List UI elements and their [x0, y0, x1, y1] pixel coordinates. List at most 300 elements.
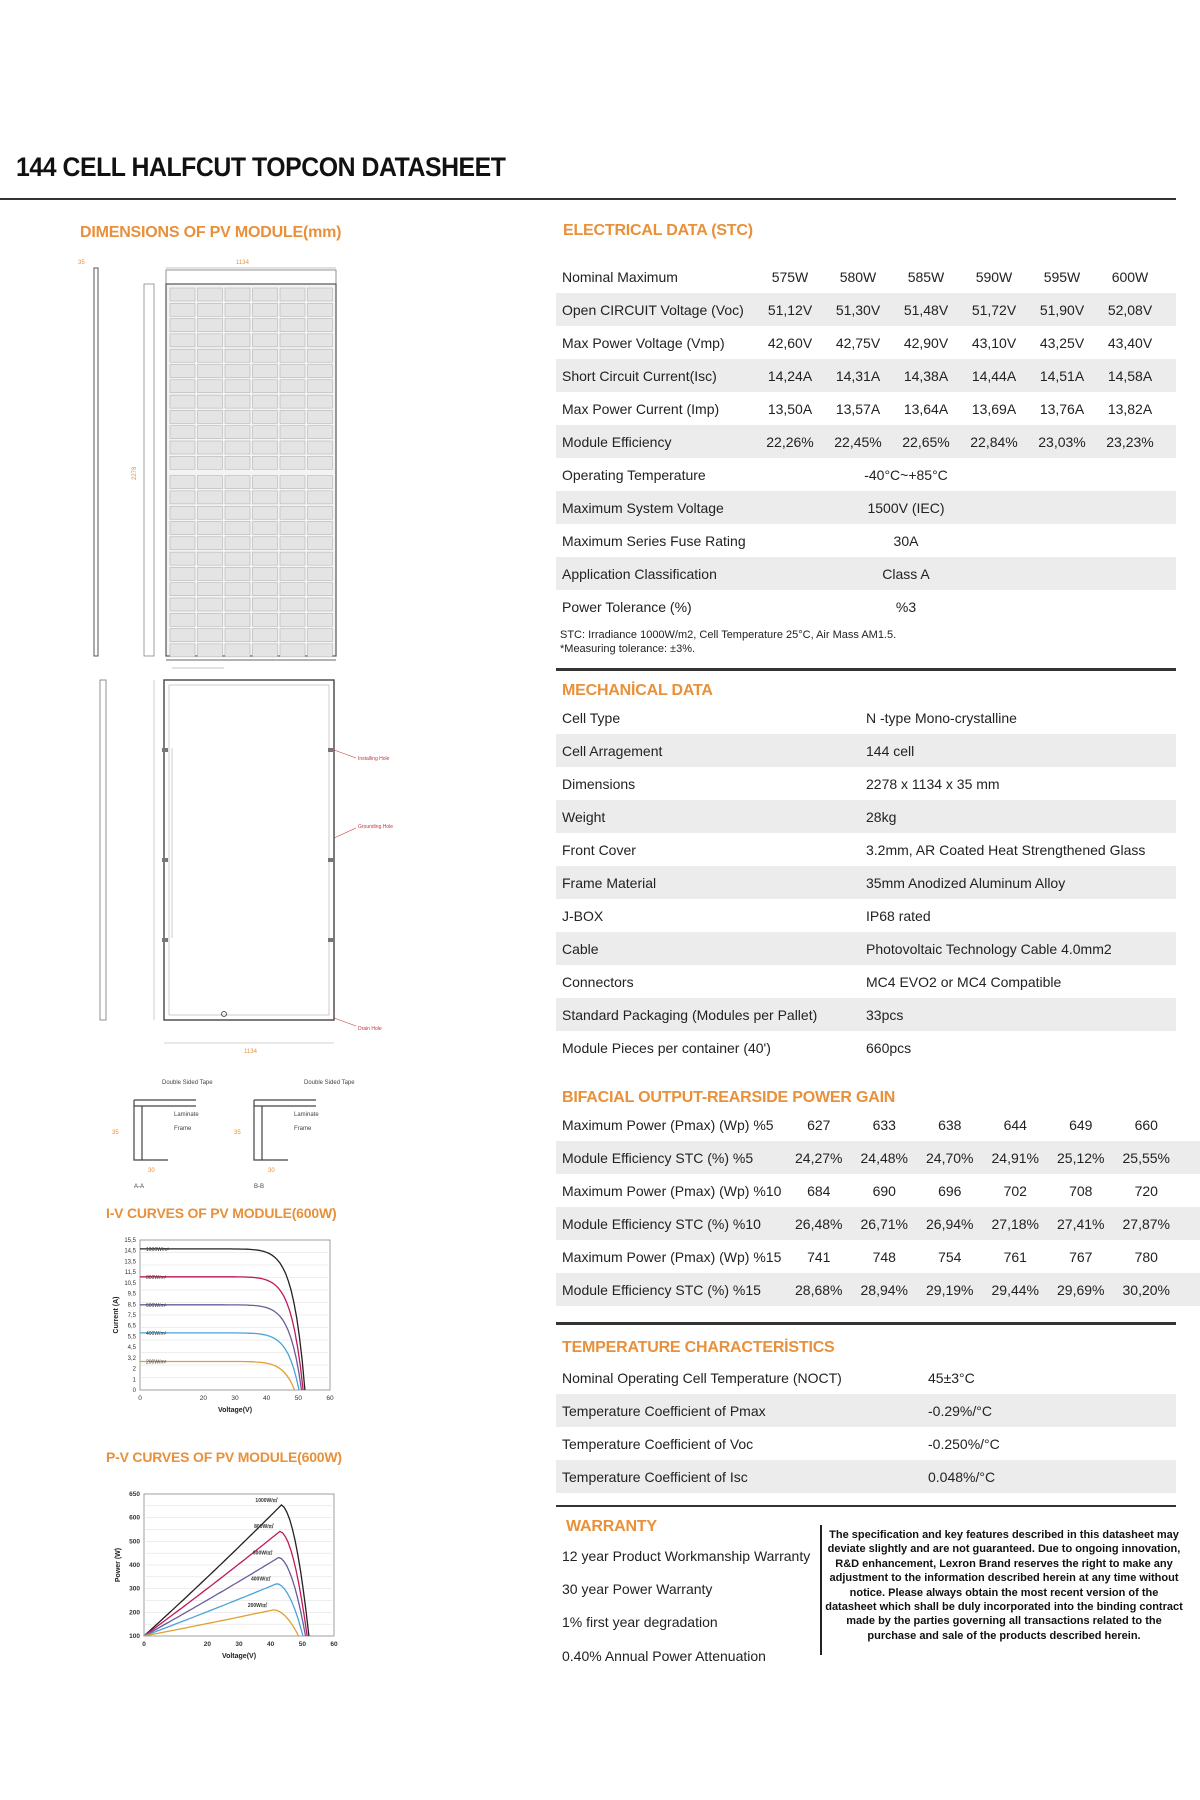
bifacial-row-label: Maximum Power (Pmax) (Wp) %10: [562, 1182, 782, 1199]
solar-cell: [253, 319, 278, 332]
warranty-item: 1% first year degradation: [562, 1614, 718, 1630]
tape-label-a: Double Sided Tape: [162, 1080, 213, 1086]
y-tick-label: 300: [129, 1585, 140, 1593]
electrical-row-label: Module Efficiency: [562, 433, 672, 450]
electrical-cell: 585W: [907, 268, 945, 285]
mechanical-row: [556, 833, 1176, 866]
mechanical-row-label: Front Cover: [562, 841, 636, 858]
mechanical-row-value: N -type Mono-crystalline: [866, 709, 1017, 726]
solar-cell: [198, 334, 223, 347]
solar-cell: [170, 303, 195, 316]
electrical-cell: 51,30V: [835, 301, 881, 318]
x-tick-label: 0: [138, 1395, 142, 1402]
solar-cell: [308, 537, 333, 550]
solar-cell: [308, 583, 333, 596]
temperature-row: [556, 1427, 1176, 1460]
temperature-row-value: 0.048%/°C: [928, 1468, 996, 1485]
section-divider: [556, 1322, 1176, 1325]
electrical-cell: 13,69A: [971, 400, 1017, 417]
section-dim-b: 35: [234, 1130, 241, 1136]
solar-cell: [198, 506, 223, 519]
series-label: 400W/m²: [146, 1330, 167, 1337]
solar-cell: [198, 380, 223, 393]
solar-cell: [280, 303, 305, 316]
solar-cell: [253, 395, 278, 408]
solar-cell: [253, 349, 278, 362]
electrical-cell: 51,72V: [971, 301, 1017, 318]
solar-cell: [170, 644, 195, 657]
warranty-item: 0.40% Annual Power Attenuation: [562, 1648, 766, 1664]
section-cut-a: A-A: [134, 1184, 145, 1190]
y-tick-label: 600: [129, 1514, 140, 1522]
y-tick-label: 2: [132, 1366, 136, 1373]
solar-cell: [280, 598, 305, 611]
solar-cell: [280, 629, 305, 642]
solar-cell: [308, 506, 333, 519]
temperature-row: [556, 1361, 1176, 1394]
laminate-label-b: Laminate: [294, 1112, 319, 1118]
bifacial-row-label: Module Efficiency STC (%) %10: [562, 1215, 761, 1232]
bifacial-cell: 767: [1069, 1248, 1093, 1265]
electrical-cell: 52,08V: [1107, 301, 1153, 318]
solar-cell: [170, 598, 195, 611]
electrical-cell: 14,51A: [1039, 367, 1085, 384]
solar-cell: [170, 506, 195, 519]
solar-cell: [225, 522, 250, 535]
bifacial-cell: 25,55%: [1122, 1149, 1170, 1166]
solar-cell: [170, 567, 195, 580]
mechanical-row-label: Weight: [562, 808, 606, 825]
bifacial-cell: 29,44%: [991, 1281, 1039, 1298]
mechanical-row: [556, 734, 1176, 767]
solar-cell: [170, 522, 195, 535]
electrical-cell: 13,50A: [767, 400, 813, 417]
solar-cell: [280, 552, 305, 565]
mechanical-row-value: 144 cell: [866, 742, 915, 759]
solar-cell: [170, 319, 195, 332]
mechanical-row: [556, 1031, 1176, 1064]
electrical-row: [556, 491, 1176, 524]
bifacial-cell: 633: [872, 1116, 896, 1133]
solar-cell: [225, 441, 250, 454]
bifacial-cell: 708: [1069, 1182, 1093, 1199]
bifacial-row-label: Module Efficiency STC (%) %5: [562, 1149, 754, 1166]
y-axis-label: Power (W): [115, 1547, 122, 1583]
y-tick-label: 10,5: [124, 1280, 136, 1287]
solar-cell: [170, 334, 195, 347]
electrical-cell: 595W: [1043, 268, 1081, 285]
solar-cell: [225, 349, 250, 362]
series-label: 600W/m²: [146, 1302, 167, 1309]
solar-cell: [253, 491, 278, 504]
solar-cell: [170, 380, 195, 393]
solar-cell: [308, 288, 333, 301]
electrical-row: [556, 293, 1176, 326]
electrical-row-label: Short Circuit Current(Isc): [562, 367, 717, 384]
bifacial-row: [556, 1240, 1200, 1273]
solar-cell: [198, 365, 223, 378]
y-axis-label: Current (A): [113, 1296, 120, 1334]
bifacial-cell: 26,94%: [926, 1215, 974, 1232]
y-tick-label: 11,5: [124, 1270, 136, 1277]
mechanical-row: [556, 767, 1176, 800]
electrical-cell: 22,65%: [902, 433, 950, 450]
solar-cell: [280, 288, 305, 301]
solar-cell: [170, 583, 195, 596]
temperature-row: [556, 1394, 1176, 1427]
solar-cell: [170, 395, 195, 408]
solar-cell: [198, 395, 223, 408]
height-label: 2278: [132, 466, 138, 480]
solar-cell: [253, 380, 278, 393]
electrical-row: [556, 524, 1176, 557]
electrical-cell: %3: [895, 598, 917, 615]
solar-cell: [280, 319, 305, 332]
solar-cell: [308, 334, 333, 347]
width-label: 1134: [236, 260, 249, 266]
dimensions-heading: DIMENSIONS OF PV MODULE(mm): [80, 224, 342, 241]
solar-cell: [170, 426, 195, 439]
iv-chart-heading: I-V CURVES OF PV MODULE(600W): [106, 1205, 337, 1221]
solar-cell: [280, 456, 305, 469]
solar-cell: [198, 288, 223, 301]
warranty-item: 12 year Product Workmanship Warranty: [562, 1548, 811, 1564]
solar-cell: [170, 491, 195, 504]
pv-chart-heading: P-V CURVES OF PV MODULE(600W): [106, 1449, 342, 1465]
electrical-cell: 42,75V: [835, 334, 881, 351]
temperature-row-label: Nominal Operating Cell Temperature (NOCT): [562, 1369, 842, 1386]
bifacial-row-label: Module Efficiency STC (%) %15: [562, 1281, 761, 1298]
electrical-cell: 14,24A: [767, 367, 813, 384]
solar-cell: [225, 288, 250, 301]
bifacial-cell: 24,91%: [991, 1149, 1039, 1166]
solar-cell: [280, 380, 305, 393]
bifacial-table: [556, 1108, 1200, 1306]
x-axis-label: Voltage(V): [217, 1407, 253, 1414]
y-tick-label: 7,5: [127, 1313, 136, 1319]
electrical-row: [556, 557, 1176, 590]
bifacial-cell: 754: [938, 1248, 962, 1265]
solar-cell: [198, 522, 223, 535]
solar-cell: [308, 613, 333, 626]
y-tick-label: 650: [129, 1491, 140, 1498]
electrical-cell: 51,48V: [903, 301, 949, 318]
solar-cell: [170, 410, 195, 423]
y-tick-label: 14,5: [124, 1248, 136, 1255]
electrical-row-label: Nominal Maximum: [562, 268, 678, 285]
y-tick-label: 8,5: [127, 1302, 136, 1309]
electrical-cell: 22,45%: [834, 433, 882, 450]
module-front-view-drawing: [74, 250, 354, 670]
solar-cell: [198, 644, 223, 657]
solar-cell: [308, 349, 333, 362]
bifacial-cell: 24,48%: [860, 1149, 908, 1166]
y-tick-label: 13,5: [124, 1259, 136, 1266]
electrical-cell: 13,57A: [835, 400, 881, 417]
solar-cell: [170, 613, 195, 626]
bifacial-cell: 741: [807, 1248, 831, 1265]
temperature-row-label: Temperature Coefficient of Voc: [562, 1435, 754, 1452]
temperature-row-value: -0.29%/°C: [928, 1402, 992, 1419]
electrical-cell: 51,90V: [1039, 301, 1085, 318]
x-tick-label: 40: [263, 1395, 271, 1402]
mechanical-row-value: 28kg: [866, 808, 897, 825]
solar-cell: [170, 537, 195, 550]
solar-cell: [198, 613, 223, 626]
bifacial-cell: 26,71%: [860, 1215, 908, 1232]
mechanical-row-label: J-BOX: [562, 907, 604, 924]
bifacial-row: [556, 1174, 1200, 1207]
solar-cell: [253, 426, 278, 439]
bifacial-cell: 29,19%: [926, 1281, 974, 1298]
solar-cell: [280, 506, 305, 519]
bifacial-cell: 748: [872, 1248, 896, 1265]
electrical-row: [556, 260, 1176, 293]
mechanical-row-value: IP68 rated: [866, 907, 931, 924]
bifacial-cell: 644: [1003, 1116, 1027, 1133]
electrical-cell: 14,38A: [903, 367, 949, 384]
bifacial-cell: 30,20%: [1122, 1281, 1170, 1298]
solar-cell: [225, 395, 250, 408]
solar-cell: [253, 365, 278, 378]
warranty-item: 30 year Power Warranty: [562, 1581, 713, 1597]
bifacial-cell: 761: [1003, 1248, 1027, 1265]
solar-cell: [198, 583, 223, 596]
mechanical-row-label: Cell Arragement: [562, 742, 663, 759]
solar-cell: [198, 567, 223, 580]
solar-cell: [308, 319, 333, 332]
solar-cell: [225, 567, 250, 580]
solar-cell: [253, 441, 278, 454]
y-tick-label: 0: [132, 1388, 136, 1394]
solar-cell: [308, 629, 333, 642]
solar-cell: [198, 629, 223, 642]
mechanical-table: [556, 701, 1176, 1064]
back-width-label: 1134: [244, 1049, 257, 1055]
section-dim-a: 35: [112, 1130, 119, 1136]
electrical-cell: 43,40V: [1107, 334, 1153, 351]
temperature-row-label: Temperature Coefficient of Isc: [562, 1468, 748, 1485]
solar-cell: [253, 288, 278, 301]
electrical-row-label: Operating Temperature: [562, 466, 706, 483]
temperature-row-value: 45±3°C: [928, 1369, 975, 1386]
solar-cell: [280, 567, 305, 580]
solar-cell: [308, 491, 333, 504]
solar-cell: [198, 537, 223, 550]
solar-cell: [198, 410, 223, 423]
bifacial-cell: 638: [938, 1116, 962, 1133]
y-tick-label: 500: [129, 1538, 140, 1546]
frame-label-a: Frame: [174, 1126, 192, 1132]
mechanical-row-value: 33pcs: [866, 1006, 904, 1023]
solar-cell: [198, 441, 223, 454]
electrical-row-label: Max Power Voltage (Vmp): [562, 334, 725, 351]
bifacial-cell: 720: [1134, 1182, 1158, 1199]
laminate-label-a: Laminate: [174, 1112, 199, 1118]
solar-cell: [225, 380, 250, 393]
solar-cell: [280, 426, 305, 439]
solar-cell: [280, 395, 305, 408]
solar-cell: [253, 303, 278, 316]
mechanical-row: [556, 932, 1176, 965]
solar-cell: [253, 629, 278, 642]
stc-note-line2: *Measuring tolerance: ±3%.: [560, 643, 696, 655]
mechanical-row: [556, 998, 1176, 1031]
electrical-row: [556, 590, 1176, 623]
electrical-cell: 14,44A: [971, 367, 1017, 384]
solar-cell: [280, 334, 305, 347]
bifacial-heading: BIFACIAL OUTPUT-REARSIDE POWER GAIN: [562, 1089, 896, 1106]
pv-curve-chart: [110, 1480, 390, 1680]
solar-cell: [225, 426, 250, 439]
solar-cell: [198, 319, 223, 332]
mechanical-row-value: MC4 EVO2 or MC4 Compatible: [866, 973, 1062, 990]
electrical-row: [556, 425, 1176, 458]
bifacial-row-label: Maximum Power (Pmax) (Wp) %5: [562, 1116, 774, 1133]
solar-cell: [170, 441, 195, 454]
solar-cell: [170, 349, 195, 362]
solar-cell: [198, 491, 223, 504]
bifacial-cell: 684: [807, 1182, 831, 1199]
solar-cell: [308, 426, 333, 439]
x-tick-label: 50: [298, 1641, 306, 1648]
solar-cell: [225, 491, 250, 504]
solar-cell: [225, 303, 250, 316]
title-rule: [0, 198, 1176, 200]
solar-cell: [280, 537, 305, 550]
series-label: 200W/㎡: [247, 1602, 268, 1609]
bifacial-cell: 27,87%: [1122, 1215, 1170, 1232]
bifacial-row: [556, 1141, 1200, 1174]
solar-cell: [308, 303, 333, 316]
x-axis-label: Voltage(V): [221, 1653, 257, 1660]
bifacial-cell: 660: [1134, 1116, 1158, 1133]
temperature-heading: TEMPERATURE CHARACTERİSTICS: [562, 1339, 835, 1356]
solar-cell: [198, 349, 223, 362]
mechanical-row-value: 660pcs: [866, 1039, 912, 1056]
series-label: 1000W/m²: [146, 1246, 170, 1253]
section-thick-b: 30: [268, 1168, 275, 1174]
electrical-row: [556, 458, 1176, 491]
section-thick-a: 30: [148, 1168, 155, 1174]
electrical-row-label: Max Power Current (Imp): [562, 400, 720, 417]
electrical-row: [556, 392, 1176, 425]
bifacial-cell: 28,94%: [860, 1281, 908, 1298]
section-divider: [556, 1505, 1176, 1507]
solar-cell: [280, 583, 305, 596]
electrical-cell: 14,58A: [1107, 367, 1153, 384]
x-tick-label: 0: [142, 1641, 146, 1648]
temperature-row: [556, 1460, 1176, 1493]
electrical-cell: 43,25V: [1039, 334, 1085, 351]
solar-cell: [280, 491, 305, 504]
y-tick-label: 9,5: [127, 1291, 136, 1298]
solar-cell: [280, 365, 305, 378]
solar-cell: [170, 629, 195, 642]
solar-cell: [198, 598, 223, 611]
electrical-table: [556, 260, 1176, 623]
electrical-cell: 30A: [893, 532, 919, 549]
solar-cell: [308, 598, 333, 611]
solar-cell: [253, 583, 278, 596]
solar-cell: [198, 552, 223, 565]
solar-cell: [225, 456, 250, 469]
electrical-cell: 14,31A: [835, 367, 881, 384]
y-tick-label: 100: [129, 1633, 140, 1640]
electrical-cell: 600W: [1111, 268, 1149, 285]
bifacial-row: [556, 1207, 1200, 1240]
electrical-row: [556, 326, 1176, 359]
bifacial-cell: 26,48%: [795, 1215, 843, 1232]
bifacial-cell: 780: [1134, 1248, 1158, 1265]
solar-cell: [253, 456, 278, 469]
bifacial-cell: 690: [872, 1182, 896, 1199]
solar-cell: [280, 410, 305, 423]
solar-cell: [253, 598, 278, 611]
bifacial-cell: 702: [1003, 1182, 1027, 1199]
solar-cell: [225, 644, 250, 657]
y-tick-label: 6,5: [127, 1323, 136, 1330]
electrical-cell: 22,84%: [970, 433, 1018, 450]
solar-cell: [225, 537, 250, 550]
series-label: 400W/㎡: [251, 1576, 271, 1583]
mechanical-row: [556, 701, 1176, 734]
y-tick-label: 400: [129, 1562, 140, 1569]
tape-label-b: Double Sided Tape: [304, 1080, 355, 1086]
mechanical-row-value: 3.2mm, AR Coated Heat Strengthened Glass: [866, 841, 1146, 858]
x-tick-label: 60: [330, 1641, 338, 1648]
solar-cell: [198, 476, 223, 489]
solar-cell: [280, 476, 305, 489]
series-label: 800W/㎡: [254, 1524, 274, 1531]
electrical-row-label: Application Classification: [562, 565, 717, 582]
frame-section-drawings: [104, 1074, 394, 1194]
electrical-cell: -40°C~+85°C: [864, 466, 948, 483]
series-label: 200W/m²: [146, 1359, 167, 1366]
x-tick-label: 20: [203, 1641, 211, 1648]
stc-note-line1: STC: Irradiance 1000W/m2, Cell Temperature 25°C, Air Mass AM1.5.: [560, 629, 897, 641]
section-divider: [556, 668, 1176, 671]
drain-hole-label: Drain Hole: [358, 1026, 382, 1032]
frame-label-b: Frame: [294, 1126, 312, 1132]
solar-cell: [225, 629, 250, 642]
solar-cell: [280, 613, 305, 626]
mechanical-row-label: Cable: [562, 940, 599, 957]
warranty-heading: WARRANTY: [566, 1518, 657, 1535]
electrical-cell: 13,76A: [1039, 400, 1085, 417]
x-tick-label: 60: [326, 1395, 334, 1402]
solar-cell: [253, 476, 278, 489]
bifacial-cell: 24,70%: [926, 1149, 974, 1166]
electrical-cell: 23,03%: [1038, 433, 1086, 450]
mechanical-heading: MECHANİCAL DATA: [562, 682, 713, 699]
solar-cell: [253, 506, 278, 519]
solar-cell: [225, 334, 250, 347]
grounding-hole-label: Grounding Hole: [358, 824, 394, 830]
electrical-row-label: Maximum Series Fuse Rating: [562, 532, 746, 549]
solar-cell: [225, 410, 250, 423]
section-cut-b: B-B: [254, 1184, 265, 1190]
x-tick-label: 30: [235, 1641, 243, 1648]
mechanical-row-label: Cell Type: [562, 709, 621, 726]
bifacial-row-label: Maximum Power (Pmax) (Wp) %15: [562, 1248, 782, 1265]
solar-cell: [170, 365, 195, 378]
solar-cell: [308, 644, 333, 657]
electrical-cell: 575W: [771, 268, 809, 285]
mechanical-row-label: Standard Packaging (Modules per Pallet): [562, 1006, 818, 1023]
solar-cell: [198, 303, 223, 316]
temperature-row-value: -0.250%/°C: [928, 1435, 1000, 1452]
